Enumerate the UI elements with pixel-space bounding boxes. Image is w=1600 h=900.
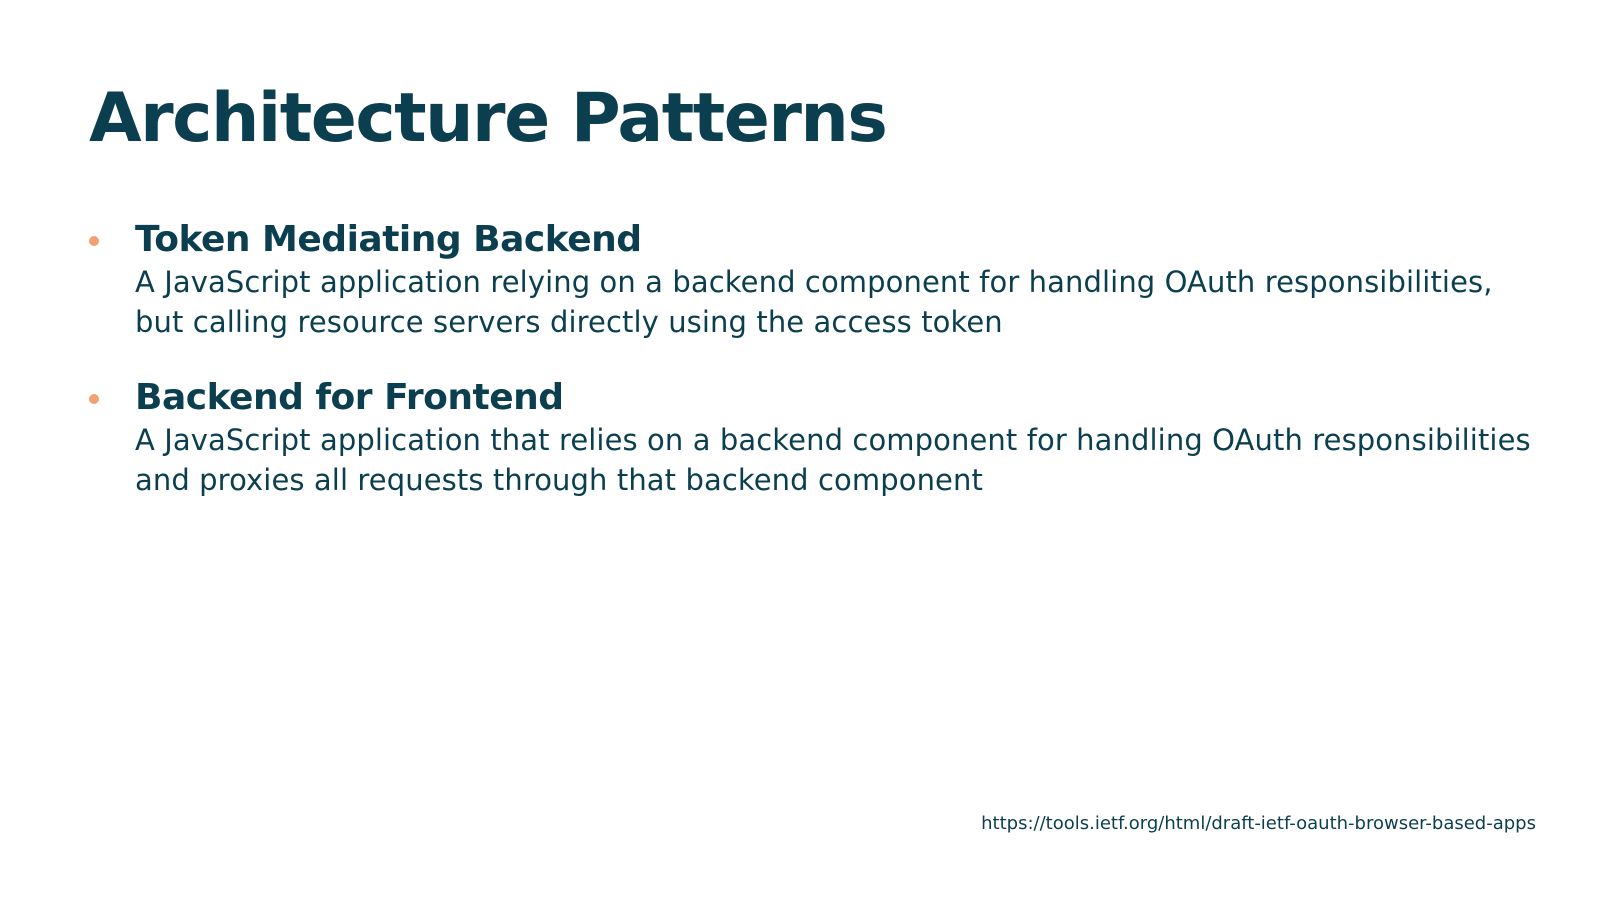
bullet-description: A JavaScript application that relies on a backend component for handling OAuth responsibilities and proxies all requests through that backend component (135, 423, 1531, 497)
bullet-list (89, 218, 1539, 534)
slide-title: Architecture Patterns (89, 79, 887, 158)
bullet-item-backend-for-frontend (89, 376, 1539, 500)
bullet-heading: Token Mediating Backend (135, 219, 642, 260)
bullet-item-token-mediating-backend (89, 218, 1539, 342)
bullet-dot-icon (89, 236, 99, 246)
source-url-link[interactable]: https://tools.ietf.org/html/draft-ietf-oauth-browser-based-apps (981, 813, 1536, 834)
bullet-dot-icon (89, 394, 99, 404)
bullet-heading: Backend for Frontend (135, 377, 564, 418)
bullet-description: A JavaScript application relying on a backend component for handling OAuth responsibilities, but calling resource servers directly using the access token (135, 265, 1493, 339)
